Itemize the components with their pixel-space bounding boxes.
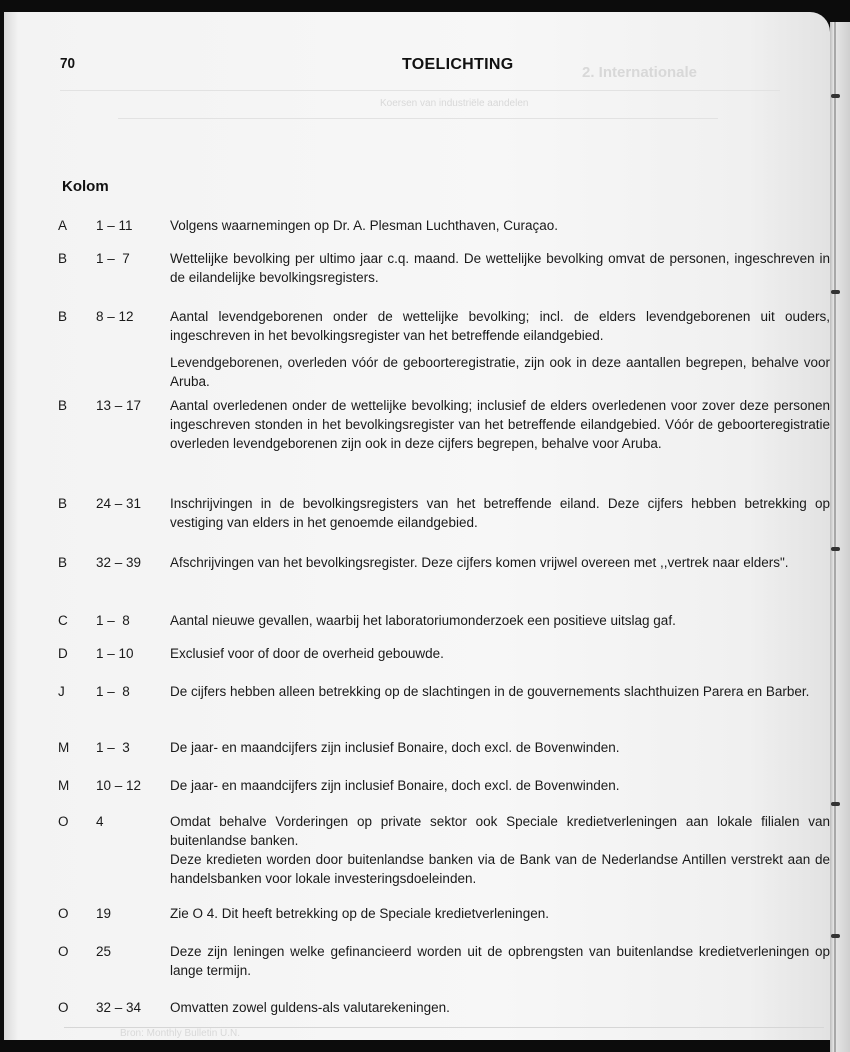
column-letter: O	[58, 1000, 69, 1015]
section-label: Kolom	[62, 178, 109, 195]
column-range: 1 – 8	[96, 684, 130, 699]
column-letter: J	[58, 684, 65, 699]
note-text: Exclusief voor of door de overheid gebouwde.	[170, 646, 444, 661]
note-text: De jaar- en maandcijfers zijn inclusief Bonaire, doch excl. de Bovenwinden.	[170, 778, 620, 793]
note-text: Deze zijn leningen welke gefinancieerd worden uit de opbrengsten van buitenlandse kredietverleningen op lange termijn.	[170, 944, 830, 978]
note-text: Wettelijke bevolking per ultimo jaar c.q. maand. De wettelijke bevolking omvat de personen, ingeschreven in de eilandelijke bevolkingsregisters.	[170, 251, 830, 285]
column-range: 32 – 39	[96, 555, 142, 570]
page-title: TOELICHTING	[402, 56, 514, 73]
show-through-heading: 2. Internationale	[582, 64, 698, 81]
note-text: De jaar- en maandcijfers zijn inclusief Bonaire, doch excl. de Bovenwinden.	[170, 740, 620, 755]
show-through-rule	[60, 90, 780, 91]
column-letter: O	[58, 944, 69, 959]
column-range: 1 – 7	[96, 251, 130, 266]
book-spine	[830, 22, 850, 1052]
column-range: 13 – 17	[96, 398, 142, 413]
note-text: Omdat behalve Vorderingen op private sektor ook Speciale kredietverleningen aan lokale filialen van buitenlandse banken.	[170, 814, 830, 848]
note-text: Levendgeborenen, overleden vóór de geboorteregistratie, zijn ook in deze aantallen begrepen, behalve voor Aruba.	[170, 355, 830, 389]
column-range: 1 – 10	[96, 646, 134, 661]
note-text: Volgens waarnemingen op Dr. A. Plesman Luchthaven, Curaçao.	[170, 218, 558, 233]
column-letter: B	[58, 555, 68, 570]
column-range: 32 – 34	[96, 1000, 142, 1015]
note-text: Deze kredieten worden door buitenlandse banken via de Bank van de Nederlandse Antillen verstrekt aan de handelsbanken voor lokale investeringsdoeleinden.	[170, 852, 830, 886]
column-range: 10 – 12	[96, 778, 142, 793]
binding-staple	[831, 802, 840, 806]
show-through-source: Bron: Monthly Bulletin U.N.	[120, 1028, 241, 1039]
note-text: Aantal nieuwe gevallen, waarbij het laboratoriumonderzoek een positieve uitslag gaf.	[170, 613, 676, 628]
spine-edge	[834, 22, 836, 1052]
column-letter: A	[58, 218, 68, 233]
column-letter: C	[58, 613, 68, 628]
column-letter: B	[58, 496, 68, 511]
show-through-subheading: Koersen van industriële aandelen	[380, 98, 529, 109]
note-text: De cijfers hebben alleen betrekking op de slachtingen in de gouvernements slachthuizen Parera en Barber.	[170, 684, 810, 699]
column-range: 19	[96, 906, 112, 921]
binding-staple	[831, 94, 840, 98]
column-range: 1 – 3	[96, 740, 130, 755]
column-range: 24 – 31	[96, 496, 142, 511]
note-text: Aantal overledenen onder de wettelijke bevolking; inclusief de elders overledenen voor zover deze personen ingeschreven stonden in het bevolkingsregister van het betreffende eilandgebied. Vóór de geboorteregistratie overleden levendgeborenen zijn ook in deze cijfers begrepen, behalve voor Aruba.	[170, 398, 830, 451]
column-letter: M	[58, 778, 70, 793]
binding-staple	[831, 290, 840, 294]
note-text: Omvatten zowel guldens-als valutarekeningen.	[170, 1000, 450, 1015]
binding-staple	[831, 934, 840, 938]
column-range: 8 – 12	[96, 309, 134, 324]
column-letter: O	[58, 906, 69, 921]
column-range: 4	[96, 814, 104, 829]
column-letter: D	[58, 646, 68, 661]
binding-staple	[831, 547, 840, 551]
column-range: 1 – 11	[96, 218, 133, 233]
note-text: Zie O 4. Dit heeft betrekking op de Speciale kredietverleningen.	[170, 906, 549, 921]
column-letter: B	[58, 398, 68, 413]
page-number: 70	[60, 55, 76, 72]
note-text: Inschrijvingen in de bevolkingsregisters van het betreffende eiland. Deze cijfers hebben betrekking op vestiging van elders in het genoemde eilandgebied.	[170, 496, 830, 530]
document-page	[4, 12, 830, 1040]
note-text: Aantal levendgeborenen onder de wettelijke bevolking; incl. de elders levendgeborenen uit ouders, ingeschreven in het bevolkingsregister van het betreffende eilandgebied.	[170, 309, 830, 343]
column-range: 25	[96, 944, 112, 959]
column-letter: B	[58, 309, 68, 324]
column-letter: O	[58, 814, 69, 829]
column-range: 1 – 8	[96, 613, 130, 628]
note-text: Afschrijvingen van het bevolkingsregister. Deze cijfers komen vrijwel overeen met ,,vertrek naar elders".	[170, 555, 789, 570]
show-through-grid	[118, 118, 718, 119]
column-letter: M	[58, 740, 70, 755]
column-letter: B	[58, 251, 68, 266]
